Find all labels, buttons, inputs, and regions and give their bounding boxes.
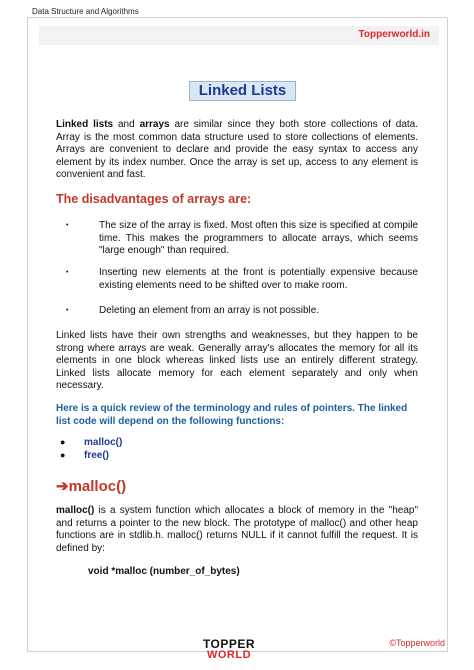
malloc-signature: void *malloc (number_of_bytes) bbox=[88, 566, 240, 577]
function-item-malloc bbox=[56, 437, 122, 450]
list-item-text: The size of the array is fixed. Most often this size is specified at compile time. This makes the programmers to allocate arrays, which seems "large enough" than required. bbox=[99, 220, 418, 257]
intro-term-arrays: arrays bbox=[139, 119, 170, 130]
footer-copyright: ©Topperworld bbox=[389, 638, 445, 648]
intro-term-linked-lists: Linked lists bbox=[56, 119, 114, 130]
function-item-free bbox=[56, 450, 122, 463]
review-note: Here is a quick review of the terminology and rules of pointers. The linked list code will depend on the following functions: bbox=[56, 403, 408, 427]
footer-logo bbox=[198, 638, 260, 664]
function-name: free() bbox=[84, 450, 110, 461]
bullet-icon: ● bbox=[60, 437, 66, 447]
disadvantages-heading: The disadvantages of arrays are: bbox=[56, 192, 252, 206]
malloc-heading: ➔malloc() bbox=[56, 478, 127, 495]
malloc-paragraph bbox=[56, 505, 418, 555]
malloc-description: is a system function which allocates a block of memory in the "heap" and returns a pointer to the new block. The prototype of malloc() and other heap functions are in stdlib.h. malloc() returns NULL if it cannot fulfill the request. It is defined by: bbox=[56, 505, 418, 554]
bullet-icon: • bbox=[66, 307, 69, 314]
linked-lists-paragraph: Linked lists have their own strengths and weaknesses, but they happen to be strong where arrays are weak. Generally array's allocates the memory for all its elements in one block whereas linked lists use an entirely different strategy. Linked lists allocate memory for each element separately and only when necessary. bbox=[56, 330, 418, 392]
intro-text: are similar since they both store collections of data. Array is the most common data structure used to store collections of elements. Arrays are convenient to declare and provide the easy syntax to access any element by its index number. Once the array is set up, access to any element is convenient and fast. bbox=[56, 119, 419, 181]
intro-paragraph bbox=[56, 119, 418, 182]
bullet-icon: • bbox=[66, 269, 69, 276]
intro-connector: and bbox=[113, 119, 140, 130]
bullet-icon: • bbox=[66, 222, 69, 229]
list-item-text: Inserting new elements at the front is potentially expensive because existing elements need to be shifted over to make room. bbox=[99, 267, 418, 291]
malloc-term: malloc() bbox=[56, 505, 95, 516]
header-text: Data Structure and Algorithms bbox=[32, 7, 139, 16]
function-name: malloc() bbox=[84, 437, 123, 448]
list-item-text: Deleting an element from an array is not possible. bbox=[99, 305, 320, 316]
logo-line-bottom: WORLD bbox=[206, 649, 252, 661]
logo-line-top: TOPPER bbox=[202, 637, 256, 651]
function-list bbox=[56, 437, 122, 463]
header-band bbox=[39, 26, 439, 45]
brand-link[interactable]: Topperworld.in bbox=[358, 29, 430, 40]
page-title: Linked Lists bbox=[189, 81, 296, 101]
bullet-icon: ● bbox=[60, 450, 66, 460]
